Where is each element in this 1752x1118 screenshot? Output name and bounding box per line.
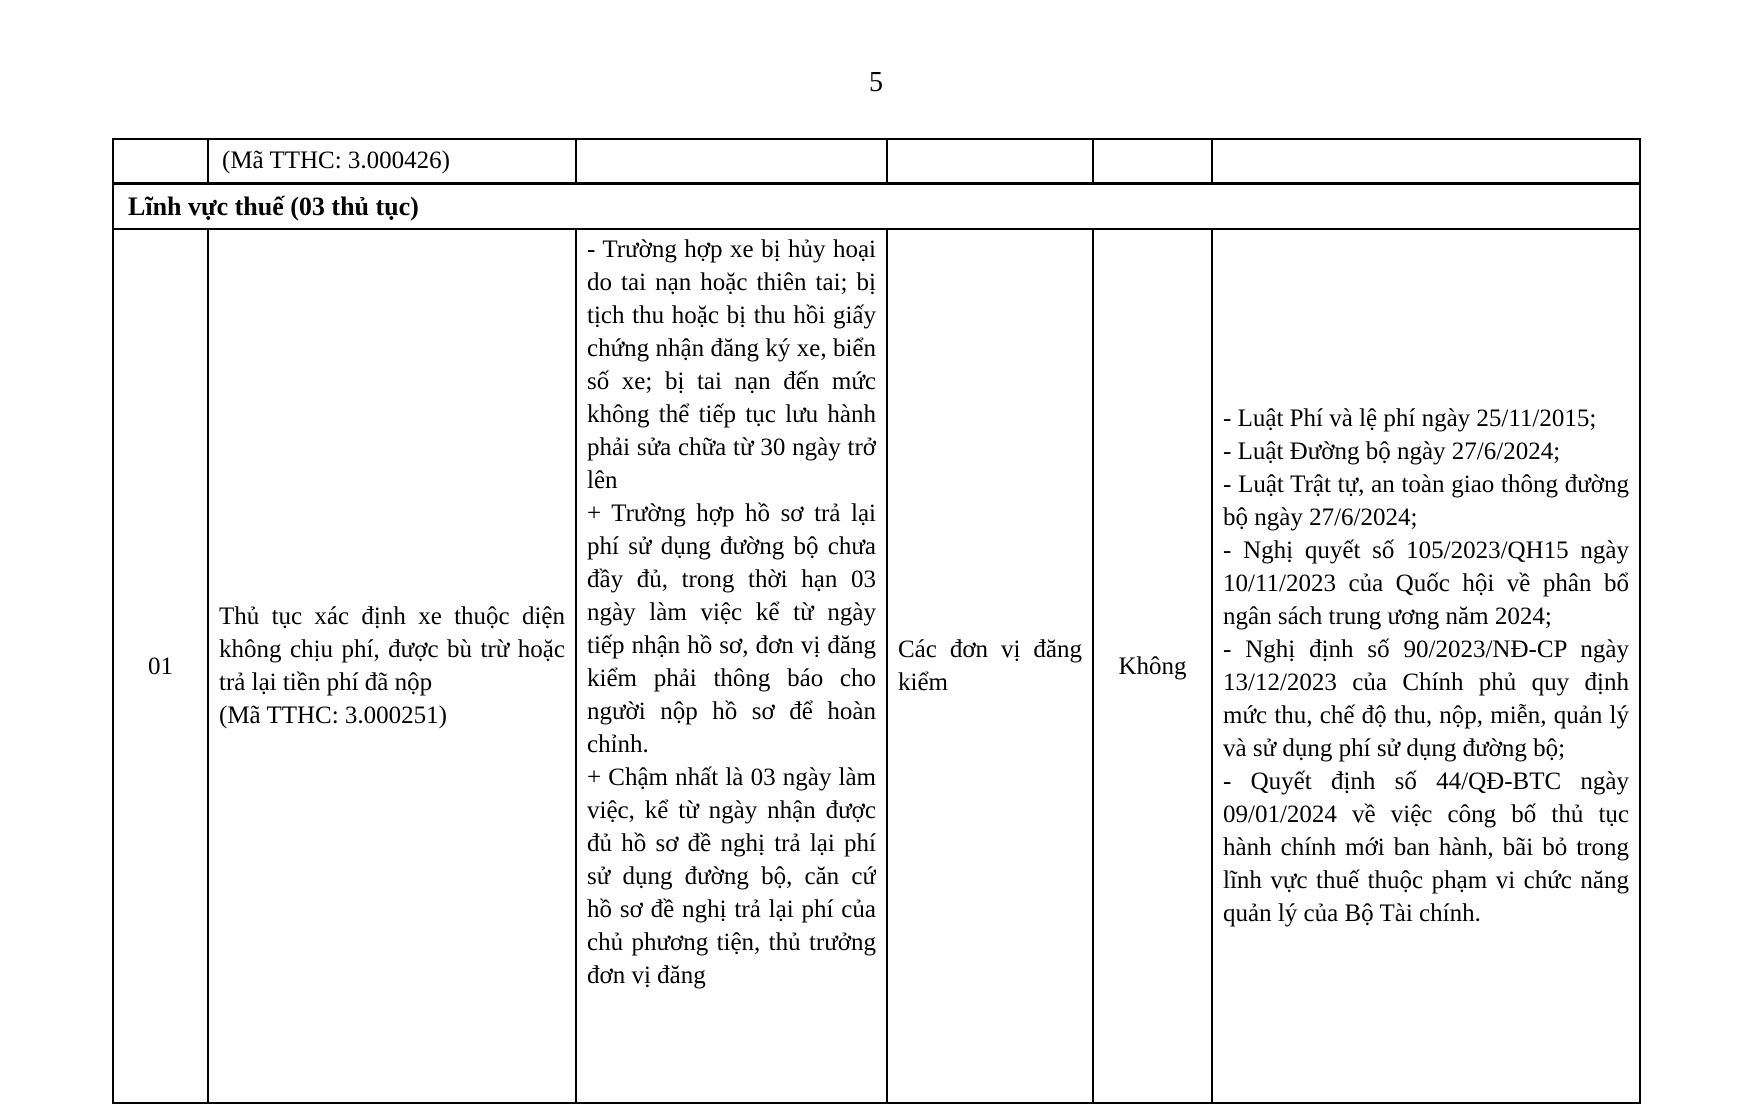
cell-fee [1093,229,1212,1103]
cell-stt [113,229,208,1103]
fee-value: Không [1118,652,1187,680]
procedures-table [112,138,1641,1104]
procedure-name-text: Thủ tục xác định xe thuộc diện không chịu phí, được bù trừ hoặc trả lại tiền phí đã nộp (Mã TTHC: 3.000251) [219,603,565,729]
cell-empty-1 [576,139,887,183]
section-header-tax-field: Lĩnh vực thuế (03 thủ tục) [113,183,1640,229]
cell-legal-basis [1212,229,1640,1103]
cell-procedure-code-above: (Mã TTHC: 3.000426) [208,139,576,183]
page-number: 5 [869,67,883,98]
cell-empty-3 [1093,139,1212,183]
stt-value: 01 [148,652,173,680]
cell-processing-description [576,229,887,1103]
implementing-agency-text: Các đơn vị đăng kiểm [898,636,1082,696]
cell-procedure-name [208,229,576,1103]
cell-stt-above [113,139,208,183]
processing-description-text: - Trường hợp xe bị hủy hoại do tai nạn hoặc thiên tai; bị tịch thu hoặc bị thu hồi giấy chứng nhận đăng ký xe, biển số xe; bị tai nạn đến mức không thể tiếp tục lưu hành phải sửa chữa từ 30 ngày trở lên + Trường hợp hồ sơ trả lại phí sử dụng đường bộ chưa đầy đủ, trong thời hạn 03 ngày làm việc kể từ ngày tiếp nhận hồ sơ, đơn vị đăng kiểm phải thông báo cho người nộp hồ sơ để hoàn chỉnh. + Chậm nhất là 03 ngày làm việc, kể từ ngày nhận được đủ hồ sơ đề nghị trả lại phí sử dụng đường bộ, căn cứ hồ sơ đề nghị trả lại phí của chủ phương tiện, thủ trưởng đơn vị đăng [587,236,876,989]
cell-implementing-agency [887,229,1093,1103]
cell-empty-4 [1212,139,1640,183]
legal-basis-text: - Luật Phí và lệ phí ngày 25/11/2015; - Luật Đường bộ ngày 27/6/2024; - Luật Trật tự, an toàn giao thông đường bộ ngày 27/6/2024; - Nghị quyết số 105/2023/QH15 ngày 10/11/2023 của Quốc hội về phân bổ ngân sách trung ương năm 2024; - Nghị định số 90/2023/NĐ-CP ngày 13/12/2023 của Chính phủ quy định mức thu, chế độ thu, nộp, miễn, quản lý và sử dụng phí sử dụng đường bộ; - Quyết định số 44/QĐ-BTC ngày 09/01/2024 về việc công bố thủ tục hành chính mới ban hành, bãi bỏ trong lĩnh vực thuế thuộc phạm vi chức năng quản lý của Bộ Tài chính. [1223,405,1629,927]
table-row-section-header [113,183,1640,229]
cell-empty-2 [887,139,1093,183]
table-row-continuation [113,139,1640,183]
table-row-procedure-01 [113,229,1640,1103]
